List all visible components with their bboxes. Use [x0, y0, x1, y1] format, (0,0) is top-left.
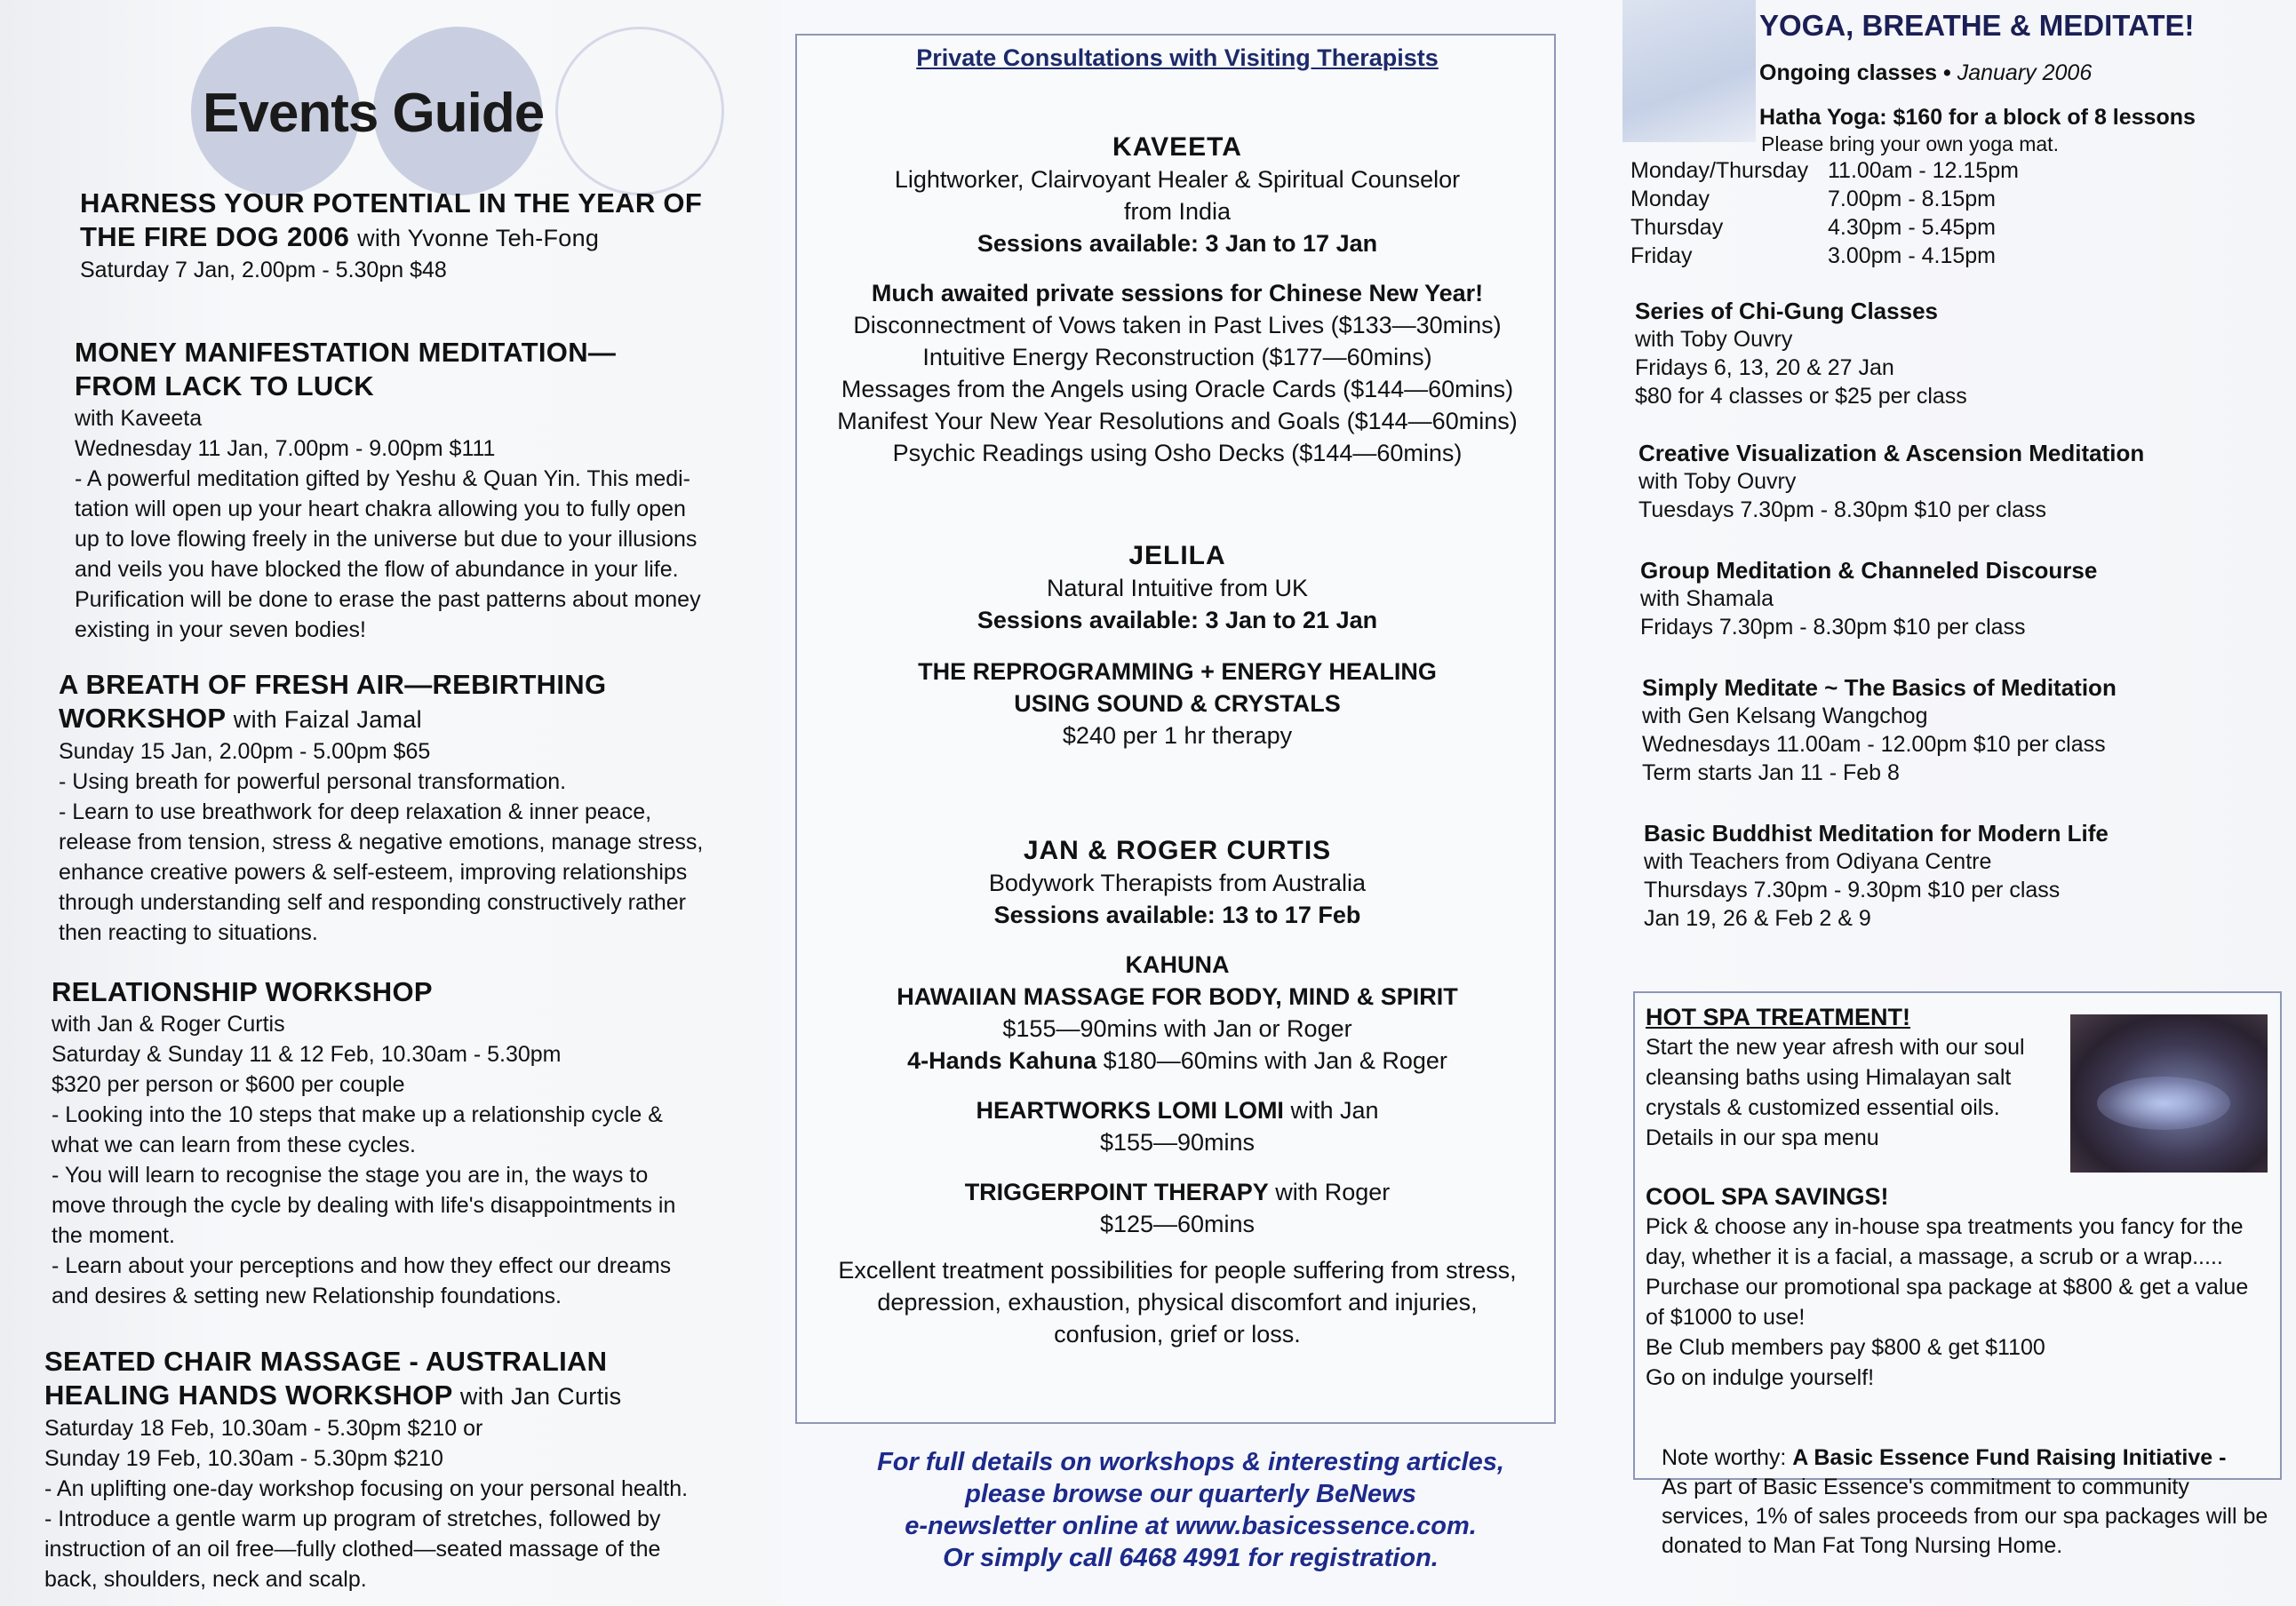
spa-line: cleansing baths using Himalayan salt	[1646, 1065, 2012, 1090]
note-title: A Basic Essence Fund Raising Initiative -	[1792, 1445, 2227, 1470]
therapy-title: USING SOUND & CRYSTALS	[1014, 690, 1341, 717]
class-title: Basic Buddhist Meditation for Modern Life	[1644, 820, 2109, 847]
consultations-column	[782, 0, 1599, 1606]
note-worthy	[1662, 1443, 2284, 1561]
schedule-row	[1630, 242, 2019, 270]
event-line: up to love flowing freely in the universe but due to your illusions	[75, 527, 698, 552]
spa-line: Pick & choose any in-house spa treatments you fancy for the	[1646, 1214, 2244, 1239]
schedule-time: 11.00am - 12.15pm	[1828, 158, 2019, 183]
cool-spa-title: COOL SPA SAVINGS!	[1646, 1183, 1889, 1210]
event-line: - An uplifting one-day workshop focusing on your personal health.	[44, 1476, 689, 1501]
event-line: - Using breath for powerful personal transformation.	[59, 769, 567, 794]
event-line: - A powerful meditation gifted by Yeshu & Quan Yin. This medi-	[75, 466, 691, 491]
spa-line: Purchase our promotional spa package at $800 & get a value	[1646, 1275, 2249, 1300]
event-relationship	[52, 975, 762, 1311]
event-title: HARNESS YOUR POTENTIAL IN THE YEAR OF THE FIRE DOG 2006	[80, 187, 703, 252]
yoga-title: YOGA, BREATHE & MEDITATE!	[1759, 9, 2195, 42]
event-line: enhance creative powers & self-esteem, improving relationships	[59, 860, 688, 885]
kahuna-price: $155—90mins with Jan or Roger	[1002, 1015, 1352, 1042]
schedule-time: 7.00pm - 8.15pm	[1828, 187, 1996, 211]
event-line: the moment.	[52, 1223, 175, 1248]
event-line: and veils you have blocked the flow of abundance in your life.	[75, 557, 679, 582]
session-item: Disconnectment of Vows taken in Past Lives ($133—30mins)	[853, 312, 1502, 338]
four-hands-price: $180—60mins with Jan & Roger	[1103, 1047, 1447, 1074]
closing-line: confusion, grief or loss.	[1054, 1321, 1301, 1348]
event-line: Saturday & Sunday 11 & 12 Feb, 10.30am - 5.30pm	[52, 1042, 562, 1067]
therapist-origin: from India	[1123, 198, 1232, 225]
spa-box	[1633, 991, 2282, 1480]
event-host: with Yvonne Teh-Fong	[357, 225, 600, 251]
class-group-meditation	[1640, 556, 2280, 641]
therapy-title: THE REPROGRAMMING + ENERGY HEALING	[918, 658, 1437, 685]
event-title: MONEY MANIFESTATION MEDITATION—FROM LACK TO LUCK	[75, 337, 617, 402]
sessions-available: Sessions available: 3 Jan to 21 Jan	[977, 607, 1378, 633]
event-host: with Faizal Jamal	[233, 706, 422, 733]
event-line: - Learn about your perceptions and how they effect our dreams	[52, 1253, 672, 1278]
schedule-time: 4.30pm - 5.45pm	[1828, 215, 1996, 240]
class-creative-visualization	[1638, 439, 2278, 524]
therapist-curtis	[797, 835, 1558, 1350]
schedule-day: Monday/Thursday	[1630, 158, 1809, 183]
therapist-name: JELILA	[1128, 541, 1226, 570]
trigger-price: $125—60mins	[1099, 1211, 1256, 1237]
therapist-desc: Natural Intuitive from UK	[1046, 575, 1309, 601]
lomi-title: HEARTWORKS LOMI LOMI	[976, 1097, 1284, 1124]
consultations-heading: Private Consultations with Visiting Therapists	[916, 44, 1439, 71]
class-line: Thursdays 7.30pm - 9.30pm $10 per class	[1644, 878, 2061, 902]
schedule-row	[1630, 213, 2019, 242]
note-line: donated to Man Fat Tong Nursing Home.	[1662, 1533, 2063, 1558]
event-line: - Looking into the 10 steps that make up a relationship cycle &	[52, 1102, 663, 1127]
ongoing-month: January 2006	[1957, 60, 2093, 85]
consultations-box	[795, 34, 1556, 1424]
class-chi-gung	[1635, 297, 2275, 410]
sessions-available: Sessions available: 13 to 17 Feb	[993, 902, 1361, 928]
cny-notice: Much awaited private sessions for Chinese New Year!	[871, 280, 1484, 306]
event-line: tation will open up your heart chakra allowing you to fully open	[75, 497, 686, 521]
session-item: Manifest Your New Year Resolutions and Goals ($144—60mins)	[837, 408, 1518, 434]
note-line: services, 1% of sales proceeds from our spa packages will be	[1662, 1504, 2268, 1529]
schedule-row	[1630, 156, 2019, 185]
therapist-jelila	[797, 540, 1558, 751]
footer-info	[782, 1446, 1599, 1574]
therapist-name: KAVEETA	[1112, 132, 1242, 162]
event-line: Wednesday 11 Jan, 7.00pm - 9.00pm $111	[75, 436, 496, 461]
event-line: with Jan & Roger Curtis	[52, 1012, 285, 1037]
spa-line: Details in our spa menu	[1646, 1125, 1879, 1150]
event-line: through understanding self and responding constructively rather	[59, 890, 686, 915]
class-line: with Toby Ouvry	[1635, 327, 1793, 352]
therapist-name: JAN & ROGER CURTIS	[1023, 836, 1332, 865]
event-line: instruction of an oil free—fully clothed—seated massage of the	[44, 1537, 661, 1562]
event-host: with Jan Curtis	[459, 1383, 622, 1410]
event-line: Purification will be done to erase the past patterns about money	[75, 587, 701, 612]
trigger-title: TRIGGERPOINT THERAPY	[964, 1179, 1269, 1205]
event-title: RELATIONSHIP WORKSHOP	[52, 976, 433, 1007]
schedule-day: Monday	[1630, 187, 1710, 211]
event-line: Sunday 15 Jan, 2.00pm - 5.00pm $65	[59, 739, 431, 764]
event-rebirthing	[59, 668, 752, 948]
yoga-photo	[1622, 0, 1756, 142]
therapist-desc: Lightworker, Clairvoyant Healer & Spiritual Counselor	[894, 166, 1461, 193]
class-title: Simply Meditate ~ The Basics of Meditation	[1642, 674, 2117, 701]
class-line: with Toby Ouvry	[1638, 469, 1797, 494]
decorative-circle-outline	[555, 27, 724, 195]
events-guide-column	[0, 0, 782, 1606]
session-item: Messages from the Angels using Oracle Cards ($144—60mins)	[841, 376, 1514, 402]
events-guide-title: Events Guide	[203, 83, 545, 144]
event-line: back, shoulders, neck and scalp.	[44, 1567, 367, 1592]
event-line: what we can learn from these cycles.	[52, 1133, 416, 1157]
footer-line: please browse our quarterly BeNews	[965, 1480, 1416, 1508]
spa-line: of $1000 to use!	[1646, 1305, 1806, 1330]
class-simply-meditate	[1642, 673, 2282, 787]
class-line: Tuesdays 7.30pm - 8.30pm $10 per class	[1638, 497, 2047, 522]
event-line: existing in your seven bodies!	[75, 617, 366, 642]
event-line: Sunday 19 Feb, 10.30am - 5.30pm $210	[44, 1446, 443, 1471]
event-line: - Introduce a gentle warm up program of stretches, followed by	[44, 1507, 661, 1531]
note-line: As part of Basic Essence's commitment to community	[1662, 1475, 2189, 1499]
spa-line: day, whether it is a facial, a massage, a scrub or a wrap.....	[1646, 1244, 2223, 1269]
mat-notice: Please bring your own yoga mat.	[1761, 132, 2059, 155]
cool-spa	[1646, 1181, 2276, 1393]
event-title: SEATED CHAIR MASSAGE - AUSTRALIAN HEALING HANDS WORKSHOP	[44, 1346, 608, 1411]
event-chair-massage	[44, 1345, 764, 1594]
event-line: Saturday 18 Feb, 10.30am - 5.30pm $210 or	[44, 1416, 483, 1441]
kahuna-title: KAHUNA	[1125, 951, 1230, 978]
note-label: Note worthy:	[1662, 1445, 1787, 1470]
class-line: with Gen Kelsang Wangchog	[1642, 704, 1928, 728]
class-line: Fridays 6, 13, 20 & 27 Jan	[1635, 355, 1894, 380]
hawaiian-title: HAWAIIAN MASSAGE FOR BODY, MIND & SPIRIT	[897, 983, 1458, 1010]
class-title: Creative Visualization & Ascension Meditation	[1638, 440, 2145, 466]
hatha-yoga: Hatha Yoga: $160 for a block of 8 lessons	[1759, 105, 2196, 130]
spa-line: Be Club members pay $800 & get $1100	[1646, 1335, 2045, 1360]
class-line: Term starts Jan 11 - Feb 8	[1642, 760, 1900, 785]
lomi-with: with Jan	[1290, 1097, 1379, 1124]
class-line: Fridays 7.30pm - 8.30pm $10 per class	[1640, 615, 2026, 640]
class-line: with Teachers from Odiyana Centre	[1644, 849, 1992, 874]
footer-line: For full details on workshops & interesting articles,	[877, 1448, 1504, 1476]
class-line: $80 for 4 classes or $25 per class	[1635, 384, 1967, 409]
class-title: Group Meditation & Channeled Discourse	[1640, 557, 2098, 584]
hot-spa	[1646, 1002, 2072, 1153]
class-line: Wednesdays 11.00am - 12.00pm $10 per class	[1642, 732, 2106, 757]
spa-bath-photo	[2070, 1014, 2268, 1173]
ongoing-label: Ongoing classes •	[1759, 60, 1951, 85]
sessions-available: Sessions available: 3 Jan to 17 Jan	[977, 230, 1378, 257]
session-item: Psychic Readings using Osho Decks ($144—60mins)	[892, 440, 1463, 466]
therapist-desc: Bodywork Therapists from Australia	[988, 870, 1367, 896]
class-line: Jan 19, 26 & Feb 2 & 9	[1644, 906, 1871, 931]
session-item: Intuitive Energy Reconstruction ($177—60mins)	[922, 344, 1432, 370]
event-line: and desires & setting new Relationship foundations.	[52, 1284, 562, 1308]
closing-line: Excellent treatment possibilities for people suffering from stress,	[838, 1257, 1517, 1284]
schedule-row	[1630, 185, 2019, 213]
event-fire-dog	[80, 187, 755, 285]
spa-line: Start the new year afresh with our soul	[1646, 1035, 2025, 1060]
therapy-price: $240 per 1 hr therapy	[1062, 722, 1293, 749]
footer-line: e-newsletter online at www.basicessence.com.	[905, 1512, 1477, 1540]
event-line: - Learn to use breathwork for deep relaxation & inner peace,	[59, 799, 652, 824]
schedule-time: 3.00pm - 4.15pm	[1828, 243, 1996, 268]
event-line: with Kaveeta	[75, 406, 203, 431]
spa-line: Go on indulge yourself!	[1646, 1365, 1875, 1390]
hot-spa-title: HOT SPA TREATMENT!	[1646, 1004, 1910, 1030]
four-hands-title: 4-Hands Kahuna	[907, 1047, 1097, 1074]
lomi-price: $155—90mins	[1099, 1129, 1256, 1156]
closing-line: depression, exhaustion, physical discomfort and injuries,	[877, 1289, 1478, 1316]
yoga-column	[1599, 0, 2296, 1606]
event-line: then reacting to situations.	[59, 920, 318, 945]
ongoing-classes	[1759, 59, 2092, 87]
event-line: move through the cycle by dealing with life's disappointments in	[52, 1193, 676, 1218]
class-line: with Shamala	[1640, 586, 1774, 611]
footer-line: Or simply call 6468 4991 for registration.	[943, 1544, 1439, 1572]
event-line: - You will learn to recognise the stage you are in, the ways to	[52, 1163, 649, 1188]
event-line: Saturday 7 Jan, 2.00pm - 5.30pn $48	[80, 258, 447, 282]
trigger-with: with Roger	[1275, 1179, 1391, 1205]
therapist-kaveeta	[797, 131, 1558, 469]
event-line: $320 per person or $600 per couple	[52, 1072, 405, 1097]
class-buddhist-meditation	[1644, 819, 2284, 933]
schedule-day: Thursday	[1630, 215, 1724, 240]
spa-line: crystals & customized essential oils.	[1646, 1095, 2000, 1120]
event-line: release from tension, stress & negative emotions, manage stress,	[59, 830, 704, 855]
schedule-day: Friday	[1630, 243, 1693, 268]
yoga-schedule	[1630, 156, 2019, 270]
event-money-manifestation	[75, 336, 750, 645]
event-title: A BREATH OF FRESH AIR—REBIRTHING WORKSHOP	[59, 669, 607, 734]
class-title: Series of Chi-Gung Classes	[1635, 298, 1938, 324]
